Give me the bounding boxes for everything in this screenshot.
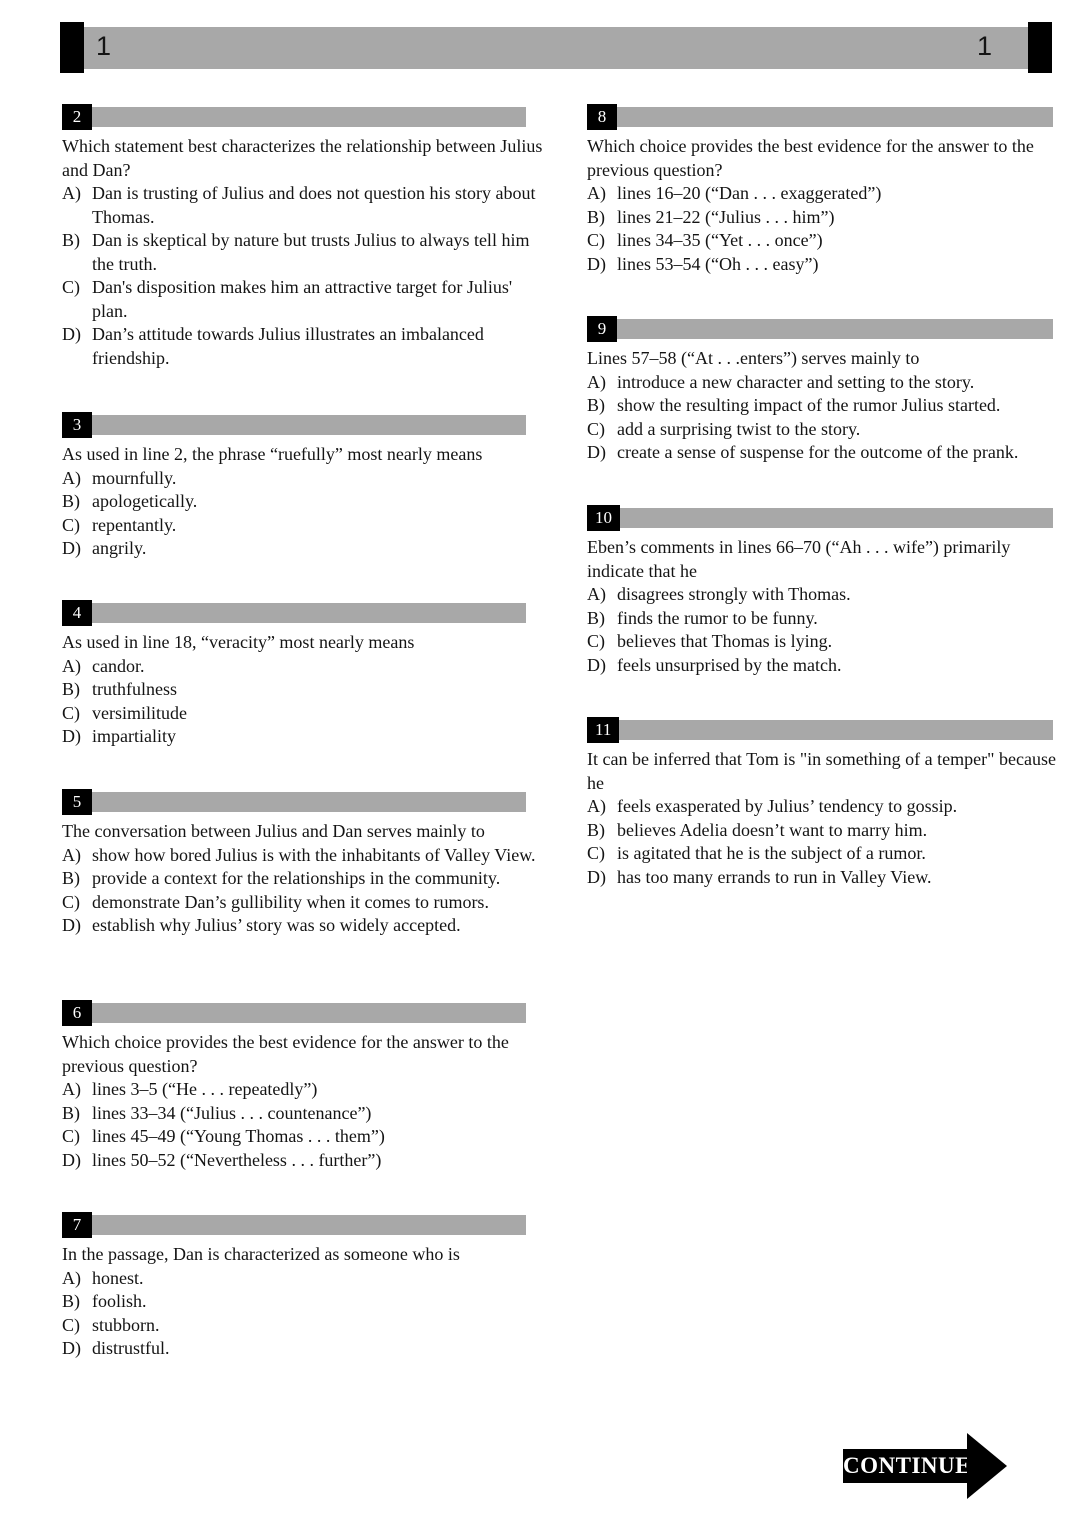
- option-text: lines 3–5 (“He . . . repeatedly”): [92, 1079, 318, 1099]
- option-letter: B): [62, 230, 80, 250]
- question-2-option-c: [62, 276, 552, 323]
- question-bar-fill: [92, 603, 526, 623]
- question-10-option-b: [587, 607, 1059, 631]
- option-letter: D): [62, 538, 81, 558]
- question-10-option-a: [587, 583, 1059, 607]
- continue-label: CONTINUE: [843, 1449, 967, 1483]
- option-text: Dan’s attitude towards Julius illustrates an imbalanced friendship.: [92, 324, 484, 368]
- option-letter: C): [62, 277, 80, 297]
- question-11-option-a: [587, 795, 1059, 819]
- option-text: lines 45–49 (“Young Thomas . . . them”): [92, 1126, 385, 1146]
- question-stem: Which choice provides the best evidence for the answer to the previous question?: [62, 1032, 509, 1076]
- option-letter: A): [587, 183, 606, 203]
- question-stem: As used in line 18, “veracity” most nearly means: [62, 632, 415, 652]
- option-letter: D): [587, 654, 606, 675]
- section-number-right: 1: [977, 31, 993, 61]
- question-stem: Lines 57–58 (“At . . .enters”) serves mainly to: [587, 348, 920, 368]
- question-bar-fill: [92, 107, 526, 127]
- option-text: feels unsurprised by the match.: [617, 654, 842, 675]
- question-stem: It can be inferred that Tom is "in something of a temper" because he: [587, 749, 1056, 793]
- question-10-option-d: [587, 654, 1059, 678]
- question-stem: In the passage, Dan is characterized as someone who is: [62, 1244, 460, 1264]
- question-bar-fill: [92, 1215, 526, 1235]
- question-2-option-b: [62, 229, 552, 276]
- question-4-option-a: [62, 655, 552, 679]
- option-letter: C): [62, 1126, 80, 1146]
- question-6-option-d: [62, 1149, 552, 1173]
- question-11-bar: [587, 717, 1053, 743]
- option-text: stubborn.: [92, 1314, 160, 1335]
- option-text: candor.: [92, 655, 145, 676]
- option-text: truthfulness: [92, 679, 177, 699]
- question-5-option-c: [62, 891, 552, 915]
- option-text: disagrees strongly with Thomas.: [617, 584, 851, 604]
- question-9-option-b: [587, 394, 1059, 418]
- option-letter: A): [62, 655, 81, 676]
- question-11: [587, 717, 1059, 889]
- question-9-option-a: [587, 371, 1059, 395]
- question-3-option-c: [62, 514, 552, 538]
- question-stem: As used in line 2, the phrase “ruefully” most nearly means: [62, 444, 483, 464]
- question-6-option-c: [62, 1125, 552, 1149]
- question-bar-fill: [92, 792, 526, 812]
- question-10-option-c: [587, 630, 1059, 654]
- question-2-option-a: [62, 182, 552, 229]
- option-letter: B): [62, 868, 80, 888]
- option-letter: B): [62, 679, 80, 699]
- question-7-option-d: [62, 1337, 552, 1361]
- question-2: [62, 104, 552, 370]
- option-letter: B): [62, 491, 80, 511]
- option-letter: B): [62, 1102, 80, 1123]
- question-stem: Which statement best characterizes the relationship between Julius and Dan?: [62, 136, 543, 180]
- option-letter: C): [587, 843, 605, 863]
- question-5-option-b: [62, 867, 552, 891]
- question-2-option-d: [62, 323, 552, 370]
- question-bar-fill: [619, 720, 1053, 740]
- option-text: versimilitude: [92, 702, 187, 723]
- question-3: [62, 412, 552, 561]
- question-4: [62, 600, 552, 749]
- option-text: honest.: [92, 1267, 144, 1288]
- option-text: show the resulting impact of the rumor Julius started.: [617, 395, 1001, 415]
- option-letter: A): [62, 844, 81, 865]
- question-bar-fill: [617, 319, 1053, 339]
- option-letter: D): [62, 1149, 81, 1170]
- question-bar-fill: [620, 508, 1053, 528]
- question-8-option-d: [587, 253, 1059, 277]
- question-3-option-b: [62, 490, 552, 514]
- option-text: is agitated that he is the subject of a rumor.: [617, 843, 926, 863]
- question-4-option-d: [62, 725, 552, 749]
- option-text: believes that Thomas is lying.: [617, 631, 833, 651]
- question-11-option-d: [587, 866, 1059, 890]
- question-number: 5: [62, 789, 92, 815]
- question-5-option-d: [62, 914, 552, 938]
- question-stem: Which choice provides the best evidence for the answer to the previous question?: [587, 136, 1034, 180]
- header-left-black-block: [60, 22, 84, 73]
- question-6: [62, 1000, 552, 1172]
- option-text: finds the rumor to be funny.: [617, 607, 818, 628]
- question-3-option-d: [62, 537, 552, 561]
- question-9: [587, 316, 1059, 465]
- option-letter: B): [587, 607, 605, 628]
- option-text: lines 50–52 (“Nevertheless . . . further”): [92, 1149, 382, 1170]
- option-text: distrustful.: [92, 1338, 170, 1358]
- option-letter: B): [587, 819, 605, 840]
- question-4-option-b: [62, 678, 552, 702]
- question-5-bar: [62, 789, 526, 815]
- question-2-bar: [62, 104, 526, 130]
- question-bar-fill: [617, 107, 1053, 127]
- option-letter: C): [587, 230, 605, 250]
- option-letter: D): [587, 442, 606, 462]
- question-8: [587, 104, 1059, 276]
- option-text: impartiality: [92, 726, 176, 746]
- option-text: foolish.: [92, 1291, 147, 1311]
- option-text: repentantly.: [92, 514, 177, 535]
- option-text: believes Adelia doesn’t want to marry him.: [617, 819, 928, 840]
- option-letter: C): [62, 1314, 80, 1335]
- section-number-left: 1: [96, 31, 112, 61]
- option-text: add a surprising twist to the story.: [617, 418, 861, 439]
- option-letter: C): [587, 418, 605, 439]
- question-number: 11: [587, 717, 619, 743]
- option-letter: A): [62, 183, 81, 203]
- option-text: mournfully.: [92, 467, 177, 488]
- option-text: show how bored Julius is with the inhabitants of Valley View.: [92, 844, 536, 865]
- option-letter: D): [62, 1338, 81, 1358]
- option-text: Dan is trusting of Julius and does not question his story about Thomas.: [92, 183, 536, 227]
- question-11-option-b: [587, 819, 1059, 843]
- question-6-option-a: [62, 1078, 552, 1102]
- option-letter: D): [62, 324, 81, 344]
- option-text: establish why Julius’ story was so widely accepted.: [92, 915, 461, 935]
- option-text: feels exasperated by Julius’ tendency to gossip.: [617, 796, 958, 816]
- option-text: create a sense of suspense for the outcome of the prank.: [617, 442, 1019, 462]
- question-11-option-c: [587, 842, 1059, 866]
- question-5: [62, 789, 552, 938]
- option-text: apologetically.: [92, 491, 198, 511]
- option-letter: A): [587, 584, 606, 604]
- option-text: lines 21–22 (“Julius . . . him”): [617, 206, 835, 227]
- option-letter: B): [62, 1291, 80, 1311]
- question-number: 6: [62, 1000, 92, 1026]
- option-text: has too many errands to run in Valley View.: [617, 866, 932, 887]
- question-6-bar: [62, 1000, 526, 1026]
- question-number: 7: [62, 1212, 92, 1238]
- option-letter: D): [62, 726, 81, 746]
- option-text: demonstrate Dan’s gullibility when it comes to rumors.: [92, 891, 489, 912]
- question-4-option-c: [62, 702, 552, 726]
- question-number: 8: [587, 104, 617, 130]
- question-7: [62, 1212, 552, 1361]
- question-number: 4: [62, 600, 92, 626]
- option-letter: C): [587, 631, 605, 651]
- question-9-option-c: [587, 418, 1059, 442]
- question-bar-fill: [92, 1003, 526, 1023]
- question-number: 2: [62, 104, 92, 130]
- question-9-option-d: [587, 441, 1059, 465]
- option-letter: A): [62, 1267, 81, 1288]
- question-stem: Eben’s comments in lines 66–70 (“Ah . . . wife”) primarily indicate that he: [587, 537, 1011, 581]
- option-letter: A): [62, 467, 81, 488]
- option-letter: C): [62, 514, 80, 535]
- option-text: lines 33–34 (“Julius . . . countenance”): [92, 1102, 372, 1123]
- option-letter: B): [587, 395, 605, 415]
- option-text: angrily.: [92, 538, 147, 558]
- continue-button[interactable]: [843, 1449, 971, 1483]
- question-8-option-c: [587, 229, 1059, 253]
- question-7-option-c: [62, 1314, 552, 1338]
- option-letter: C): [62, 891, 80, 912]
- option-letter: D): [587, 253, 606, 274]
- question-9-bar: [587, 316, 1053, 342]
- question-number: 9: [587, 316, 617, 342]
- question-3-bar: [62, 412, 526, 438]
- question-6-option-b: [62, 1102, 552, 1126]
- question-number: 10: [587, 505, 620, 531]
- question-5-option-a: [62, 844, 552, 868]
- question-8-option-b: [587, 206, 1059, 230]
- question-4-bar: [62, 600, 526, 626]
- option-text: provide a context for the relationships in the community.: [92, 868, 501, 888]
- question-number: 3: [62, 412, 92, 438]
- header-bar: [82, 27, 1030, 69]
- option-text: Dan's disposition makes him an attractive target for Julius' plan.: [92, 277, 513, 321]
- option-text: introduce a new character and setting to the story.: [617, 371, 975, 392]
- option-letter: C): [62, 702, 80, 723]
- question-8-option-a: [587, 182, 1059, 206]
- question-7-bar: [62, 1212, 526, 1238]
- question-3-option-a: [62, 467, 552, 491]
- option-text: lines 34–35 (“Yet . . . once”): [617, 230, 823, 250]
- option-letter: D): [587, 866, 606, 887]
- question-stem: The conversation between Julius and Dan serves mainly to: [62, 821, 485, 841]
- option-text: Dan is skeptical by nature but trusts Julius to always tell him the truth.: [92, 230, 530, 274]
- header-right-black-block: [1028, 22, 1052, 73]
- question-bar-fill: [92, 415, 526, 435]
- option-letter: A): [62, 1079, 81, 1099]
- question-10-bar: [587, 505, 1053, 531]
- option-letter: D): [62, 915, 81, 935]
- option-text: lines 16–20 (“Dan . . . exaggerated”): [617, 183, 882, 203]
- option-letter: A): [587, 371, 606, 392]
- option-text: lines 53–54 (“Oh . . . easy”): [617, 253, 819, 274]
- question-10: [587, 505, 1059, 677]
- question-7-option-b: [62, 1290, 552, 1314]
- question-7-option-a: [62, 1267, 552, 1291]
- option-letter: A): [587, 796, 606, 816]
- option-letter: B): [587, 206, 605, 227]
- question-8-bar: [587, 104, 1053, 130]
- arrow-right-icon: [967, 1433, 1007, 1499]
